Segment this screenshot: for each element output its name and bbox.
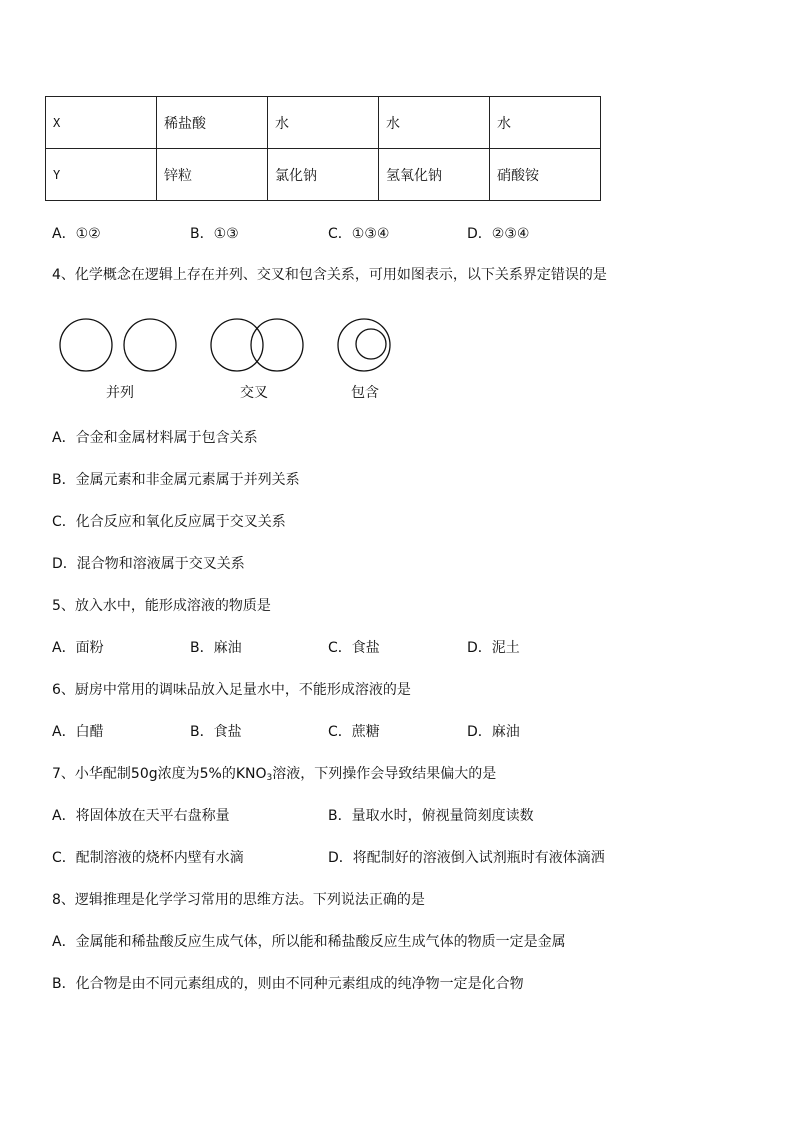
q7-stem-subscript: 3 [266, 773, 273, 783]
q4-option-d: D．混合物和溶液属于交叉关系 [52, 556, 245, 572]
table-cell: 氢氧化钠 [379, 149, 490, 201]
intersect-circle-left [211, 319, 263, 371]
diagram-label-parallel: 并列 [106, 385, 134, 401]
table-cell: 水 [268, 97, 379, 149]
q5-option-c: C．食盐 [328, 640, 380, 656]
xy-table [45, 96, 601, 201]
intersect-circles [211, 319, 303, 371]
parallel-circle-right [124, 319, 176, 371]
q4-option-a: A．合金和金属材料属于包含关系 [52, 430, 258, 446]
contain-circle-outer [338, 319, 390, 371]
q8-stem: 8、逻辑推理是化学学习常用的思维方法。下列说法正确的是 [52, 892, 425, 908]
table-row [46, 97, 601, 149]
table-cell: 水 [490, 97, 601, 149]
q8-option-b: B．化合物是由不同元素组成的，则由不同种元素组成的纯净物一定是化合物 [52, 976, 524, 992]
table-cell: 水 [379, 97, 490, 149]
q7-stem-before: 7、小华配制50g浓度为5%的KNO [52, 766, 267, 782]
q3-option-a: A．①② [52, 226, 101, 242]
table-cell: X [46, 97, 157, 149]
table-cell: 氯化钠 [268, 149, 379, 201]
q5-option-b: B．麻油 [190, 640, 242, 656]
q6-stem: 6、厨房中常用的调味品放入足量水中，不能形成溶液的是 [52, 682, 411, 698]
q7-stem-after: 溶液，下列操作会导致结果偏大的是 [272, 766, 497, 782]
table-row [46, 149, 601, 201]
q3-option-c: C．①③④ [328, 226, 390, 242]
table-cell: Y [46, 149, 157, 201]
table-cell: 硝酸铵 [490, 149, 601, 201]
q6-option-b: B．食盐 [190, 724, 242, 740]
table-cell: 稀盐酸 [157, 97, 268, 149]
q4-stem: 4、化学概念在逻辑上存在并列、交叉和包含关系，可用如图表示，以下关系界定错误的是 [52, 267, 607, 283]
diagram-label-intersect: 交叉 [240, 385, 268, 401]
q6-option-d: D．麻油 [467, 724, 520, 740]
contain-circles [338, 319, 390, 371]
q6-option-c: C．蔗糖 [328, 724, 380, 740]
table-cell: 锌粒 [157, 149, 268, 201]
q6-option-a: A．白醋 [52, 724, 104, 740]
q7-option-b: B．量取水时，俯视量筒刻度读数 [328, 808, 534, 824]
intersect-circle-right [251, 319, 303, 371]
q4-option-c: C．化合反应和氧化反应属于交叉关系 [52, 514, 286, 530]
q3-option-d: D．②③④ [467, 226, 530, 242]
q5-option-a: A．面粉 [52, 640, 104, 656]
q7-stem [52, 763, 496, 783]
contain-circle-inner [356, 329, 386, 359]
q3-option-b: B．①③ [190, 226, 239, 242]
q7-option-d: D．将配制好的溶液倒入试剂瓶时有液体滴洒 [328, 850, 605, 866]
q5-stem: 5、放入水中，能形成溶液的物质是 [52, 598, 271, 614]
q7-option-c: C．配制溶液的烧杯内壁有水滴 [52, 850, 244, 866]
parallel-circles [60, 319, 176, 371]
q4-option-b: B．金属元素和非金属元素属于并列关系 [52, 472, 300, 488]
q5-option-d: D．泥土 [467, 640, 520, 656]
q8-option-a: A．金属能和稀盐酸反应生成气体，所以能和稀盐酸反应生成气体的物质一定是金属 [52, 934, 566, 950]
diagram-label-contain: 包含 [351, 385, 379, 401]
q7-option-a: A．将固体放在天平右盘称量 [52, 808, 230, 824]
parallel-circle-left [60, 319, 112, 371]
